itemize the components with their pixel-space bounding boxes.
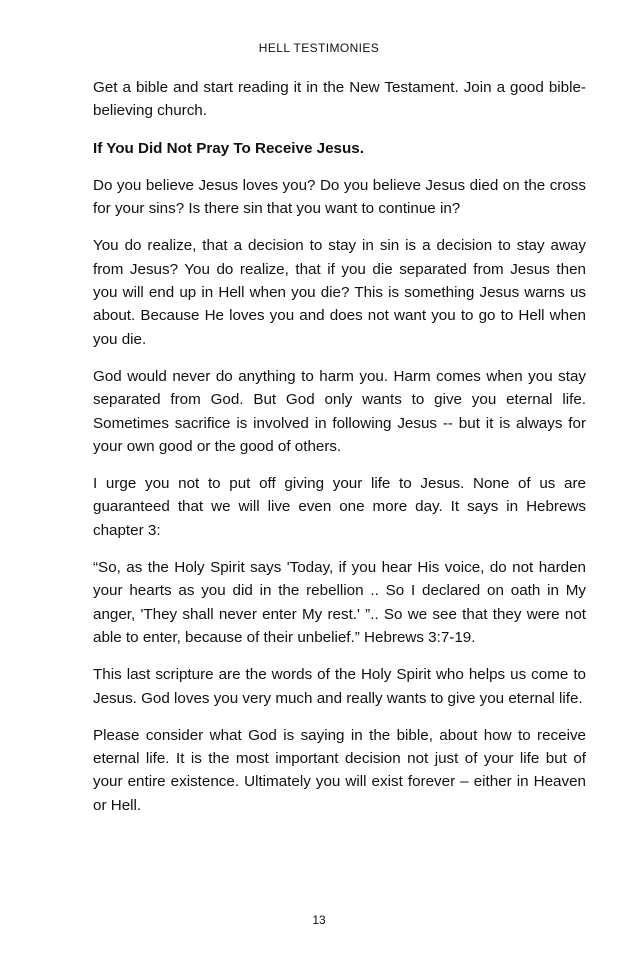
body-text [93, 76, 586, 831]
paragraph-god-harm: God would never do anything to harm you. Harm comes when you stay separated from God. But God only wants to give you eternal life. Sometimes sacrifice is involved in following Jesus -- but it is always for your own good or the good of others. [93, 367, 586, 455]
running-header: HELL TESTIMONIES [258, 41, 380, 55]
paragraph-believe-questions: Do you believe Jesus loves you? Do you believe Jesus died on the cross for your sins? Is there sin that you want to continue in? [93, 176, 586, 218]
paragraph-bible-church: Get a bible and start reading it in the New Testament. Join a good bible-believing church. [93, 79, 586, 120]
paragraph-consider: Please consider what God is saying in the bible, about how to receive eternal life. It is the most important decision not just of your life but of your entire existence. Ultimately you will exist forever – either in Heaven or Hell. [93, 726, 586, 814]
paragraph-holy-spirit: This last scripture are the words of the Holy Spirit who helps us come to Jesus. God loves you very much and really wants to give you eternal life. [93, 666, 586, 707]
section-heading: If You Did Not Pray To Receive Jesus. [93, 139, 364, 157]
paragraph-decision-sin: You do realize, that a decision to stay in sin is a decision to stay away from Jesus? You do realize, that if you die separated from Jesus then you will end up in Hell when you die? This is something Jesus warns us about. Because He loves you and does not want you to go to Hell when you die. [93, 237, 586, 348]
paragraph-hebrews-quote: “So, as the Holy Spirit says 'Today, if you hear His voice, do not harden your hearts as you did in the rebellion .. So I declared on oath in My anger, 'They shall never enter My rest.' ”.. So we see that they were not able to enter, because of their unbelief.” Hebrews 3:7-19. [93, 559, 586, 646]
page-number: 13 [312, 913, 326, 927]
paragraph-urge: I urge you not to put off giving your life to Jesus. None of us are guaranteed that we will live even one more day. It says in Hebrews chapter 3: [93, 475, 586, 539]
